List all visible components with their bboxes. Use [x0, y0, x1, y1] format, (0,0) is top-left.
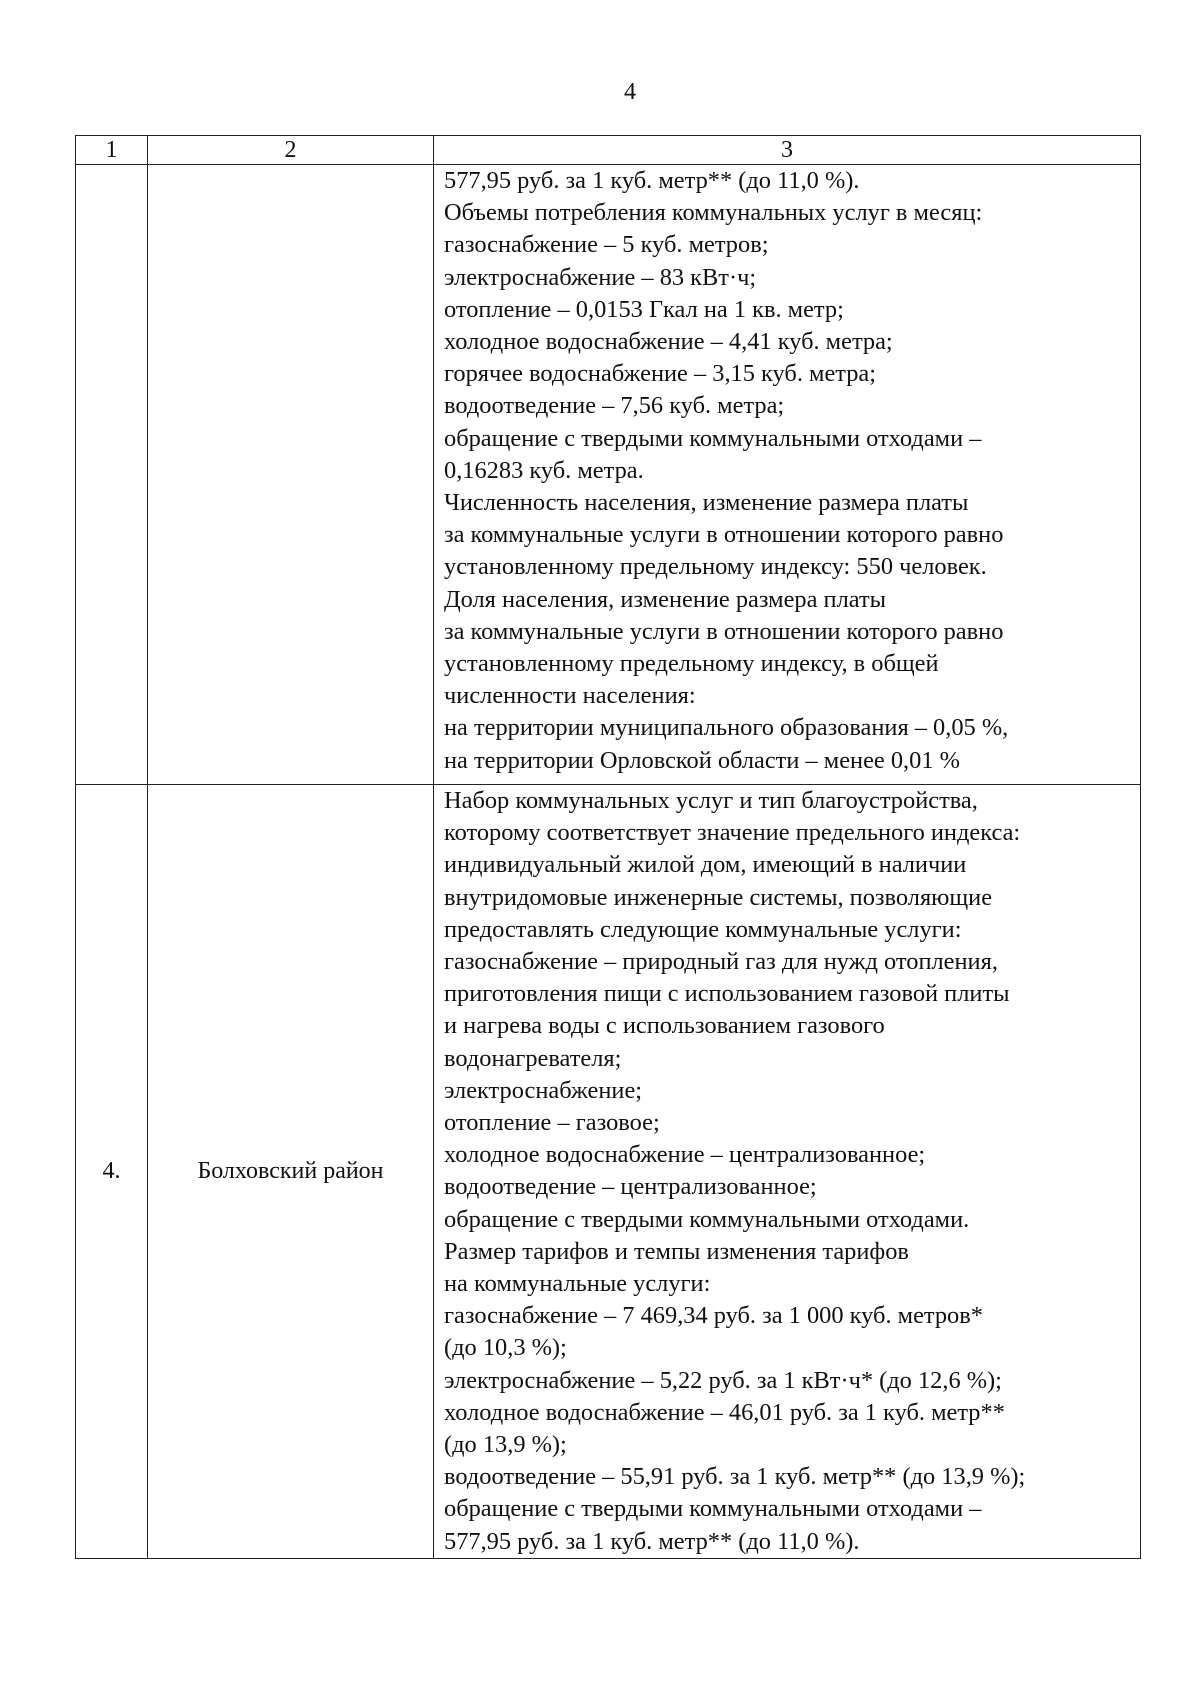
text-line: водоотведение – централизованное; — [444, 1173, 817, 1201]
text-line: холодное водоснабжение – централизованное; — [444, 1141, 926, 1169]
text-line: на территории муниципального образования – 0,05 %, — [444, 714, 1009, 742]
text-line: обращение с твердыми коммунальными отходами. — [444, 1205, 970, 1233]
text-line: электроснабжение – 5,22 руб. за 1 кВт·ч* (до 12,6 %); — [444, 1366, 1002, 1394]
text-line: 577,95 руб. за 1 куб. метр** (до 11,0 %). — [444, 1527, 860, 1555]
table-row — [76, 165, 1141, 785]
text-line: на территории Орловской области – менее 0,01 % — [444, 746, 960, 774]
text-line: предоставлять следующие коммунальные услуги: — [444, 915, 962, 943]
row-number-cell: 4. — [76, 785, 148, 1559]
text-line: газоснабжение – природный газ для нужд отопления, — [444, 948, 998, 976]
text-line: Численность населения, изменение размера платы — [444, 489, 969, 517]
row-number-cell — [76, 165, 148, 785]
text-line: за коммунальные услуги в отношении которого равно — [444, 617, 1004, 645]
text-line: электроснабжение; — [444, 1076, 643, 1104]
text-line: и нагрева воды с использованием газового — [444, 1012, 885, 1040]
text-line: (до 13,9 %); — [444, 1431, 567, 1459]
text-line: установленному предельному индексу: 550 человек. — [444, 553, 987, 581]
text-line: водоотведение – 7,56 куб. метра; — [444, 392, 785, 420]
text-line: Набор коммунальных услуг и тип благоустройства, — [444, 787, 978, 814]
text-line: водонагревателя; — [444, 1044, 622, 1072]
text-line: газоснабжение – 7 469,34 руб. за 1 000 куб. метров* — [444, 1302, 983, 1330]
text-line: холодное водоснабжение – 46,01 руб. за 1 куб. метр** — [444, 1398, 1005, 1426]
text-line: горячее водоснабжение – 3,15 куб. метра; — [444, 360, 877, 388]
text-line: Доля населения, изменение размера платы — [444, 585, 887, 613]
column-header-2: 2 — [148, 136, 434, 165]
text-line: электроснабжение – 83 кВт·ч; — [444, 263, 757, 291]
text-line: индивидуальный жилой дом, имеющий в наличии — [444, 851, 967, 879]
text-line: (до 10,3 %); — [444, 1334, 567, 1362]
description-cell — [434, 785, 1141, 1559]
text-line: газоснабжение – 5 куб. метров; — [444, 231, 769, 259]
tariff-table — [75, 135, 1141, 1559]
description-cell — [434, 165, 1141, 785]
table-row — [76, 785, 1141, 1559]
text-line: приготовления пищи с использованием газовой плиты — [444, 980, 1010, 1008]
text-line: отопление – газовое; — [444, 1109, 660, 1137]
text-line: Размер тарифов и темпы изменения тарифов — [444, 1237, 909, 1265]
column-header-1: 1 — [76, 136, 148, 165]
text-line: за коммунальные услуги в отношении которого равно — [444, 521, 1004, 549]
text-line: 0,16283 куб. метра. — [444, 456, 644, 484]
text-line: обращение с твердыми коммунальными отходами – — [444, 1495, 982, 1523]
text-line: на коммунальные услуги: — [444, 1270, 711, 1298]
text-line: установленному предельному индексу, в общей — [444, 650, 939, 678]
text-line: обращение с твердыми коммунальными отходами – — [444, 424, 982, 452]
text-line: отопление – 0,0153 Гкал на 1 кв. метр; — [444, 295, 844, 323]
text-line: Объемы потребления коммунальных услуг в месяц: — [444, 199, 983, 227]
table-header-row — [76, 136, 1141, 165]
text-line: внутридомовые инженерные системы, позволяющие — [444, 883, 993, 911]
region-cell — [148, 165, 434, 785]
region-cell: Болховский район — [148, 785, 434, 1559]
text-line: численности населения: — [444, 682, 696, 710]
page-number: 4 — [624, 79, 636, 105]
text-line: водоотведение – 55,91 руб. за 1 куб. метр** (до 13,9 %); — [444, 1463, 1026, 1491]
text-line: 577,95 руб. за 1 куб. метр** (до 11,0 %). — [444, 167, 860, 194]
text-line: холодное водоснабжение – 4,41 куб. метра; — [444, 328, 893, 356]
text-line: которому соответствует значение предельного индекса: — [444, 819, 1021, 847]
column-header-3: 3 — [434, 136, 1141, 165]
